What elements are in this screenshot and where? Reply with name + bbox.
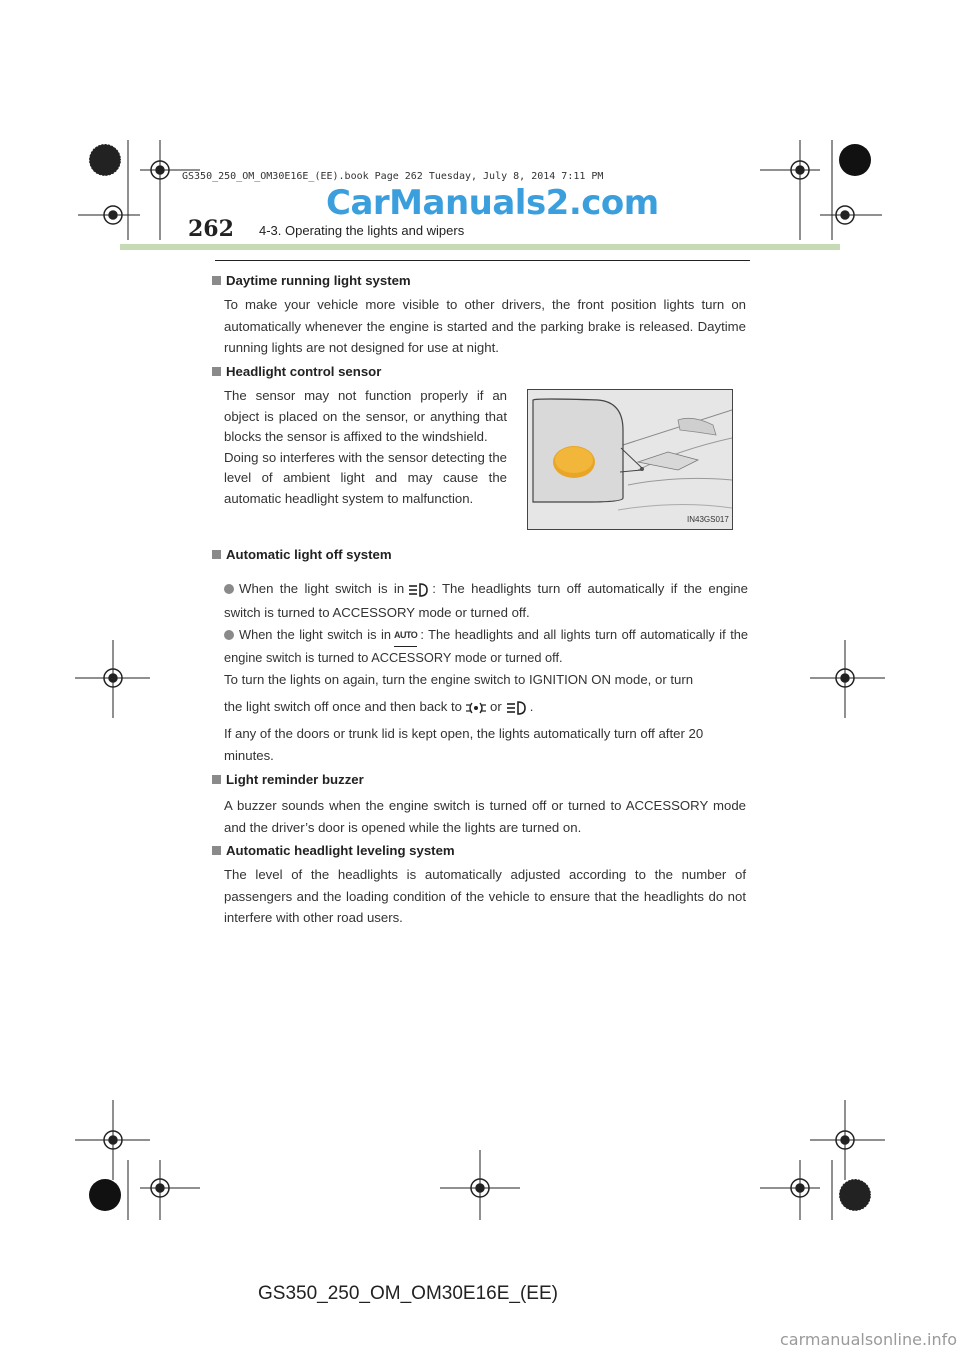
headlight-icon — [407, 582, 429, 598]
page-number: 262 — [188, 216, 234, 242]
square-bullet-icon — [212, 276, 221, 285]
auto-off-para2: If any of the doors or trunk lid is kept open, the lights automatically turn off after 20 minutes. — [224, 726, 704, 763]
book-file-line: GS350_250_OM_OM30E16E_(EE).book Page 262 Tuesday, July 8, 2014 7:11 PM — [182, 171, 604, 182]
auto-off-para1-line1: To turn the lights on again, turn the engine switch to IGNITION ON mode, or turn — [224, 672, 694, 687]
header-green-bar — [120, 244, 840, 250]
section-title: 4-3. Operating the lights and wipers — [259, 223, 465, 238]
auto-off-para1-line2: the light switch off once and then back to or . — [224, 699, 534, 714]
bullet-auto: When the light switch is in AUTO : The headlights and all lights turn off automatically if the engine switch is turned to ACCESSORY mode or turned off. — [224, 624, 748, 669]
heading-headlight-control-sensor: Headlight control sensor — [212, 364, 381, 379]
square-bullet-icon — [212, 846, 221, 855]
square-bullet-icon — [212, 367, 221, 376]
square-bullet-icon — [212, 550, 221, 559]
watermark-logo: CarManuals2.com — [326, 183, 659, 223]
leveling-body: The level of the headlights is automatically adjusted according to the number of passengers and the loading condition of the vehicle to ensure that the headlights do not interfere with other road users. — [224, 867, 746, 925]
square-bullet-icon — [212, 775, 221, 784]
heading-light-reminder-buzzer: Light reminder buzzer — [212, 772, 364, 787]
sensor-illustration — [527, 389, 733, 530]
site-mark: carmanualsonline.info — [780, 1330, 958, 1349]
headlight-icon — [505, 700, 527, 716]
tail-light-icon — [465, 700, 487, 716]
drl-body: To make your vehicle more visible to other drivers, the front position lights turn on automatically whenever the engine is started and the parking brake is released. Daytime running lights are not designed for use at night. — [224, 297, 746, 355]
footer-code: GS350_250_OM_OM30E16E_(EE) — [258, 1283, 558, 1304]
heading-headlight-leveling: Automatic headlight leveling system — [212, 843, 455, 858]
figure-code: IN43GS017 — [687, 515, 729, 524]
buzzer-body: A buzzer sounds when the engine switch is turned off or turned to ACCESSORY mode and the driver’s door is opened while the lights are turned on. — [224, 798, 746, 835]
sensor-body: The sensor may not function properly if an object is placed on the sensor, or anything that blocks the sensor is affixed to the windshield. Doing so interferes with the sensor detecting the level of ambient light and may cause the automatic headlight system to malfunction. — [224, 388, 507, 506]
header-rule — [215, 260, 750, 261]
round-bullet-icon — [224, 584, 234, 594]
heading-automatic-light-off: Automatic light off system — [212, 547, 392, 562]
bullet-headlight: When the light switch is in : The headlights turn off automatically if the engine switch is turned to ACCESSORY mode or turned off. — [224, 581, 748, 620]
heading-daytime-running-light: Daytime running light system — [212, 273, 411, 288]
auto-light-icon: AUTO — [394, 624, 417, 647]
round-bullet-icon — [224, 630, 234, 640]
